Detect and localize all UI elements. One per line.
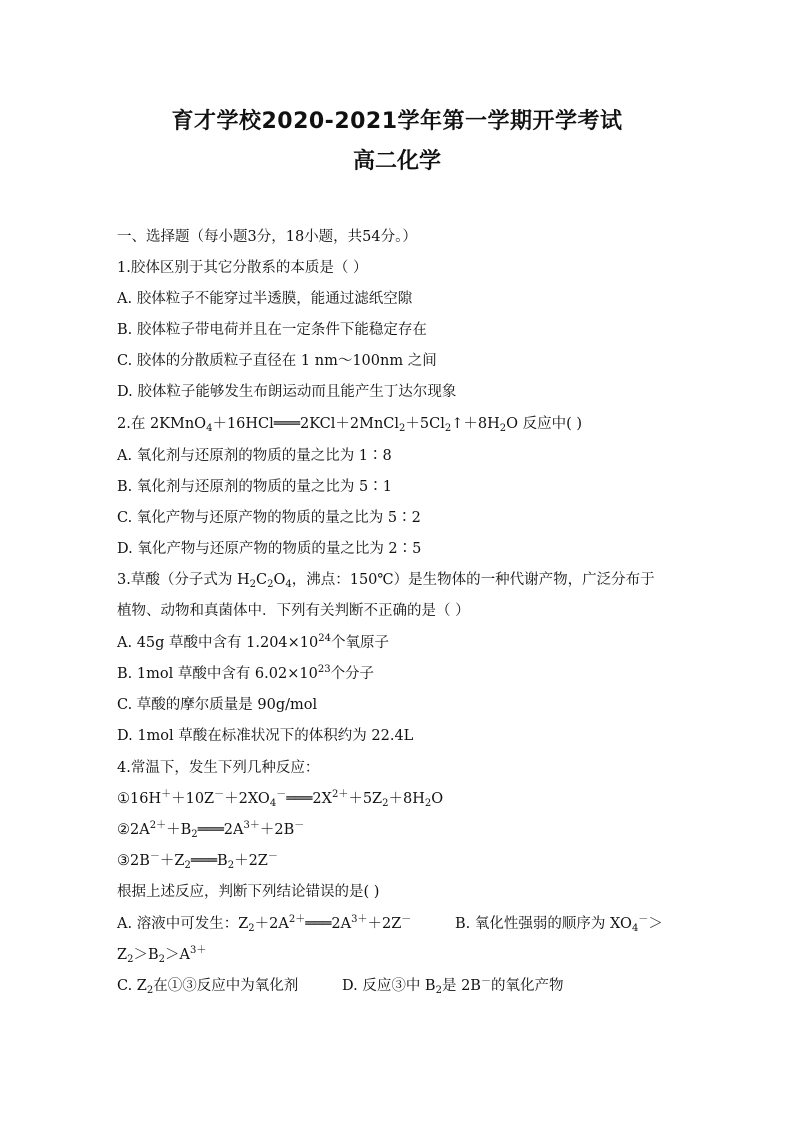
question-3-stem-line-2: 植物、动物和真菌体中．下列有关判断不正确的是（ ） xyxy=(117,603,470,619)
question-2-stem: 2.在 $2KMnO_4+16HCl═══2KCl+2MnCl_2+5Cl_2↑+8H_2O$ 反应中( ) xyxy=(117,416,583,434)
question-3-option-a: A. 45g 草酸中含有 $1.204\times 10^{24}$个氧原子 xyxy=(117,633,389,651)
question-2-option-a: A. 氧化剂与还原剂的物质的量之比为 1∶8 xyxy=(117,448,392,464)
question-2-option-b: B. 氧化剂与还原剂的物质的量之比为 5∶1 xyxy=(117,479,392,495)
question-4-stem: 4.常温下，发生下列几种反应： xyxy=(117,760,320,776)
question-4-reaction-3: $③2B^-+Z_2═══B_2+2Z^-$ xyxy=(117,851,278,871)
question-1-option-a: A. 胶体粒子不能穿过半透膜，能通过滤纸空隙 xyxy=(117,291,413,307)
question-1-option-c: C. 胶体的分散质粒子直径在 1 nm～100nm 之间 xyxy=(117,353,437,369)
question-2-option-c: C. 氧化产物与还原产物的物质的量之比为 5∶2 xyxy=(117,510,421,526)
question-3-option-c: C. 草酸的摩尔质量是 90g/mol xyxy=(117,697,318,713)
question-2-option-d: D. 氧化产物与还原产物的物质的量之比为 2∶5 xyxy=(117,541,422,557)
question-4-option-d: D. 反应③中 $B_2$是 2B－的氧化产物 xyxy=(342,976,564,996)
question-3-option-b: B. 1mol 草酸中含有 $6.02\times 10^{23}$个分子 xyxy=(117,664,375,682)
question-4-option-c: C. $Z_2$在①③反应中为氧化剂 xyxy=(117,978,299,996)
question-1-option-d: D. 胶体粒子能够发生布朗运动而且能产生丁达尔现象 xyxy=(117,384,457,400)
exam-subtitle: 高二化学 xyxy=(352,149,441,174)
exam-title: 育才学校2020-2021学年第一学期开学考试 xyxy=(171,109,623,134)
question-4-option-b-continued: $Z_2>B_2>A^{3+}$ xyxy=(117,945,207,965)
question-4-option-b: B. 氧化性强弱的顺序为 $XO_4^->$ xyxy=(455,914,663,934)
question-1-stem: 1.胶体区别于其它分散系的本质是（ ） xyxy=(117,260,368,276)
question-3-stem-line-1: 3.草酸（分子式为 $H_2C_2O_4$，沸点：150℃）是生物体的一种代谢产物，广泛分布于 xyxy=(117,572,655,590)
question-4-option-a: A. 溶液中可发生：$Z_2+2A^{2+}═══2A^{3+}+2Z^-$ xyxy=(117,914,412,934)
question-4-reaction-2: $②2A^{2+}+B_2═══2A^{3+}+2B^-$ xyxy=(117,820,305,840)
question-4-prompt: 根据上述反应，判断下列结论错误的是( ) xyxy=(117,884,380,900)
question-1-option-b: B. 胶体粒子带电荷并且在一定条件下能稳定存在 xyxy=(117,322,427,338)
question-4-reaction-1: $①16H^++10Z^-+2XO_4^-═══2X^{2+}+5Z_2+8H_2O$ xyxy=(117,789,444,809)
section-heading: 一、选择题（每小题3分，18小题，共54分。） xyxy=(117,229,417,245)
question-3-option-d: D. 1mol 草酸在标准状况下的体积约为 22.4L xyxy=(117,728,414,744)
